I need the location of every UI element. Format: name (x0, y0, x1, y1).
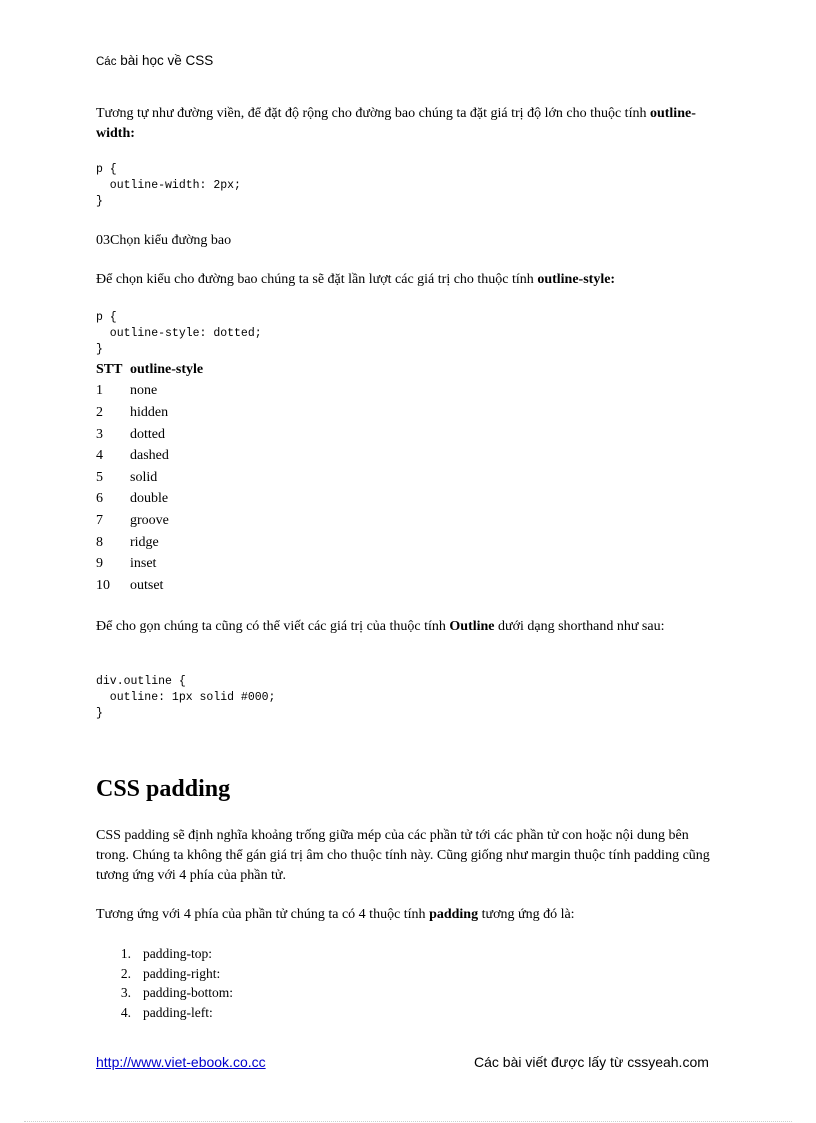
paragraph-outline-style (96, 270, 720, 290)
section-label: 03Chọn kiểu đường bao (96, 233, 232, 248)
cell-stt: 9 (96, 556, 103, 572)
cell-stt: 1 (96, 383, 103, 399)
paragraph-outline-shorthand (96, 617, 720, 637)
table-row (96, 510, 203, 532)
cell-stt: 2 (96, 404, 103, 420)
cell-stt: 3 (96, 426, 103, 442)
table-row (96, 467, 203, 489)
cell-stt: 6 (96, 491, 103, 507)
paragraph-text: Để chọn kiểu cho đường bao chúng ta sẽ đặt lần lượt các giá trị cho thuộc tính (96, 272, 538, 287)
list-number: 1. (120, 946, 131, 961)
list-item (96, 1003, 233, 1023)
cell-value: ridge (130, 534, 159, 550)
paragraph-text: dưới dạng shorthand như sau: (494, 619, 665, 634)
cell-value: outset (130, 577, 164, 593)
table-row (96, 489, 203, 511)
table-row (96, 424, 203, 446)
padding-list (96, 944, 233, 1022)
code-block-outline-shorthand: div.outline { outline: 1px solid #000; } (96, 675, 276, 720)
cell-value: hidden (130, 404, 169, 420)
list-item (96, 964, 233, 984)
cell-value: dotted (130, 426, 165, 442)
table-row (96, 575, 203, 597)
property-name: outline-width: (96, 106, 696, 141)
cell-stt: 10 (96, 577, 110, 593)
cell-stt: 8 (96, 534, 103, 550)
paragraph-padding-intro: CSS padding sẽ định nghĩa khoảng trống giữa mép của các phần tử tới các phần tử con hoặc nội dung bên trong. Chúng ta không thể gán giá trị âm cho thuộc tính này. Cũng giống như margin thuộc tính padding cũng tương ứng với 4 phía của phần tử. (96, 828, 710, 883)
table-row (96, 381, 203, 403)
footer-link[interactable]: http://www.viet-ebook.co.cc (96, 1054, 266, 1070)
code-block-outline-width: p { outline-width: 2px; } (96, 163, 241, 208)
paragraph-padding-sides (96, 905, 720, 925)
list-text: padding-left: (143, 1004, 213, 1020)
table-row (96, 402, 203, 424)
header-text: bài học về CSS (116, 53, 214, 68)
list-text: padding-bottom: (143, 985, 233, 1000)
property-name: outline-style: (537, 272, 616, 287)
list-item (96, 983, 233, 1003)
table-row (96, 445, 203, 467)
table-header-row (96, 359, 203, 381)
cell-value: dashed (130, 448, 169, 464)
table-row (96, 532, 203, 554)
column-header-stt: STT (96, 361, 123, 377)
code-block-outline-style: p { outline-style: dotted; } (96, 311, 262, 356)
list-number: 3. (120, 985, 131, 1000)
paragraph-outline-width (96, 104, 720, 144)
column-header-outline-style: outline-style (130, 361, 204, 377)
outline-style-table (96, 359, 203, 597)
cell-value: inset (130, 556, 157, 572)
cell-stt: 4 (96, 448, 103, 464)
header-prefix: Các (96, 56, 117, 68)
list-text: padding-right: (143, 965, 221, 981)
table-row (96, 553, 203, 575)
list-item (96, 944, 233, 964)
section-heading: CSS padding (96, 776, 231, 802)
paragraph-text: Tương ứng với 4 phía của phần tử chúng ta có 4 thuộc tính (96, 907, 430, 922)
cell-stt: 7 (96, 512, 103, 528)
page-header (96, 53, 213, 68)
page-bottom-divider (24, 1121, 792, 1122)
cell-stt: 5 (96, 469, 103, 485)
cell-value: none (130, 383, 158, 399)
list-number: 2. (120, 965, 131, 981)
property-name: Outline (449, 619, 495, 634)
paragraph-text: Để cho gọn chúng ta cũng có thể viết các giá trị của thuộc tính (96, 619, 450, 634)
list-text: padding-top: (143, 946, 212, 961)
property-name: padding (429, 907, 479, 922)
paragraph-text: tương ứng đó là: (478, 907, 575, 922)
cell-value: groove (130, 512, 169, 528)
cell-value: solid (130, 469, 158, 485)
paragraph-text: Tương tự như đường viền, để đặt độ rộng cho đường bao chúng ta đặt giá trị độ lớn cho thuộc tính (96, 106, 650, 121)
cell-value: double (130, 491, 169, 507)
footer-source: Các bài viết được lấy từ cssyeah.com (474, 1054, 709, 1070)
list-number: 4. (120, 1004, 131, 1020)
